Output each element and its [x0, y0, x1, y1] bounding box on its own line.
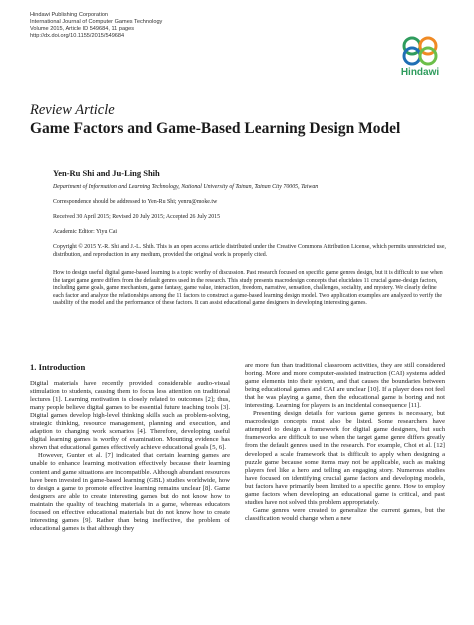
hindawi-logo	[394, 36, 446, 80]
volume-line: Volume 2015, Article ID 549684, 11 pages	[30, 26, 135, 32]
article-title: Game Factors and Game-Based Learning Design Model	[30, 120, 401, 137]
journal-header	[30, 12, 162, 40]
article-type: Review Article	[30, 102, 115, 118]
hindawi-logo-icon	[400, 36, 440, 66]
publication-dates: Received 30 April 2015; Revised 20 July 2015; Accepted 26 July 2015	[53, 214, 221, 220]
correspondence: Correspondence should be addressed to Yen-Ru Shi; yenru@moke.tw	[53, 199, 218, 205]
paragraph: Presenting design details for various game genres is necessary, but macrodesign concepts must also be listed. Some researchers have attempted to design a framework for digital game designers, but such frameworks are difficult to use when the target game genre differs greatly from the default genres used in the research. For example, Choi et al. [12] developed a scale framework that is difficult to apply when designing a puzzle game because some items may not be applicable, such as making players feel like a hero and telling an engaging story. Numerous studies have focused on identifying crucial game factors and developing models, but factors have primarily been limited to a specific genre. How to employ game factors when developing an educational game is critical, and past studies have not solved this problem appropriately.	[245, 410, 445, 506]
academic-editor: Academic Editor: Yiyu Cai	[53, 229, 118, 235]
paragraph: are more fun than traditional classroom activities, they are still considered boring. More and more computer-assisted instruction (CAI) systems added game elements into their system, and that causes the boundaries between being educational games and CAI are unclear [10]. If a player does not feel that he was playing a game, then the educational game is boring and not interesting. Learning for players is an incidental consequence [11].	[245, 362, 445, 410]
paragraph: Digital materials have recently provided considerable audio-visual stimulation to students, causing them to focus less attention on traditional lectures [1]. Learning motivation is closely related to outcomes [2]; thus, many people believe digital games to be essential future teaching tools [3]. Digital games develop high-level thinking skills such as problem-solving, strategic thinking, resource management, planning and execution, and adaption to changing work scenarios [4]. Therefore, developing useful digital learning games is worthy of examination. Mounting evidence has shown that educational games effectively achieve educational goals [5, 6].	[30, 380, 230, 452]
left-column	[30, 380, 230, 533]
paragraph: Game genres were created to generalize the current games, but the classification would change when a new	[245, 506, 445, 522]
section-heading: 1. Introduction	[30, 362, 86, 372]
hindawi-logo-text: Hindawi	[400, 67, 440, 78]
copyright-notice: Copyright © 2015 Y.-R. Shi and J.-L. Shih. This is an open access article distributed under the Creative Commons Attribution License, which permits unrestricted use, distribution, and reproduction in any medium, provided the original work is properly cited.	[53, 244, 446, 258]
affiliation: Department of Information and Learning Technology, National University of Tainan, Tainan City 70005, Taiwan	[53, 184, 319, 190]
publisher-name: Hindawi Publishing Corporation	[30, 12, 109, 18]
right-column	[245, 362, 445, 523]
abstract: How to design useful digital game-based learning is a topic worthy of discussion. Past research focused on specific game genres design, but it is difficult to use when the target game genre differs from the default genres used in the research. This study presents macrodesign concepts that elucidates 11 crucial game-design factors, including game goals, game mechanism, game fantasy, game value, interaction, freedom, narrative, sensation, challenges, sociality, and mystery. We clearly define each factor and analyze the relationships among the 11 factors to construct a game-based learning design model. Two application examples are analyzed to verify the usability of the model and the performance of these factors. It can assist educational game designers in developing interesting games.	[53, 270, 443, 306]
journal-name: International Journal of Computer Games Technology	[30, 19, 163, 25]
paragraph: However, Gunter et al. [7] indicated that certain learning games are unable to enhance learning motivation effectively because their learning content and game situations are incompatible. Although abundant resources have been invested in game-based learning (GBL) studies worldwide, how to design a game to promote effective learning remains unclear [8]. Game designers are able to create interesting games but do not know how to maintain the quality of teaching materials in a game, whereas educators focused on effective educational materials but do not know how to create interesting games [9]. Rather than being ineffective, the problem of educational games is that although they	[30, 452, 230, 532]
doi-link[interactable]: http://dx.doi.org/10.1155/2015/549684	[30, 33, 125, 39]
authors: Yen-Ru Shi and Ju-Ling Shih	[53, 168, 160, 178]
